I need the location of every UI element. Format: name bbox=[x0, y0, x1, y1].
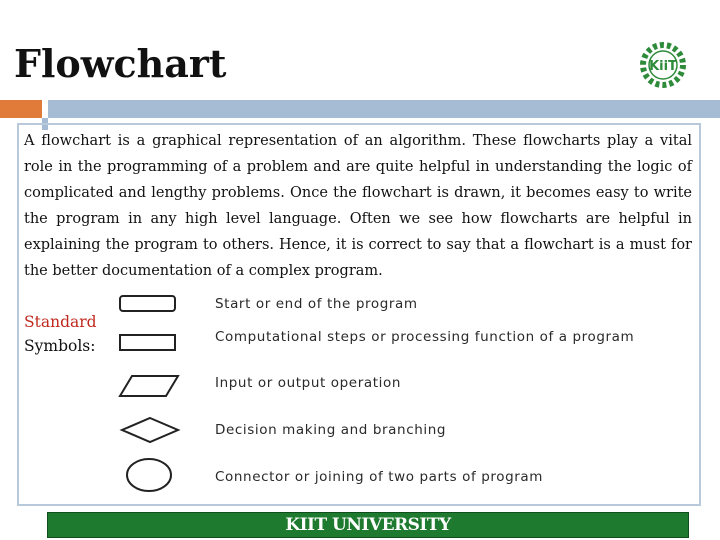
footer-text: KIIT UNIVERSITY bbox=[285, 515, 451, 535]
terminal-symbol bbox=[120, 296, 175, 311]
symbol-label-decision: Decision making and branching bbox=[215, 422, 447, 438]
footer-banner bbox=[47, 512, 689, 538]
connector-symbol bbox=[127, 459, 171, 491]
symbols-word: Symbols: bbox=[24, 337, 96, 355]
accent-bar-blue bbox=[48, 100, 720, 118]
process-symbol bbox=[120, 335, 175, 350]
symbol-label-io: Input or output operation bbox=[215, 375, 401, 391]
symbol-label-connector: Connector or joining of two parts of program bbox=[215, 469, 544, 485]
kiit-logo-icon bbox=[640, 38, 686, 92]
symbol-label-process: Computational steps or processing function of a program bbox=[215, 329, 635, 345]
description-paragraph: A flowchart is a graphical representation of an algorithm. These flowcharts play a vital role in the programming of a problem and are quite helpful in understanding the logic of complicated and lengthy problems. Once the flowchart is drawn, it becomes easy to write the program in any high level language. Often we see how flowcharts are helpful in explaining the program to others. Hence, it is correct to say that a flowchart is a must for the better documentation of a complex program. bbox=[24, 133, 692, 279]
slide-title: Flowchart bbox=[14, 41, 227, 86]
decision-symbol bbox=[122, 418, 178, 442]
symbol-label-terminal: Start or end of the program bbox=[215, 296, 418, 312]
flowchart-symbols bbox=[110, 290, 190, 500]
io-symbol bbox=[120, 376, 178, 396]
logo-text: KiiT bbox=[649, 59, 677, 74]
standard-symbols-label bbox=[24, 310, 97, 358]
accent-bar-orange bbox=[0, 100, 42, 118]
standard-word: Standard bbox=[24, 313, 97, 331]
